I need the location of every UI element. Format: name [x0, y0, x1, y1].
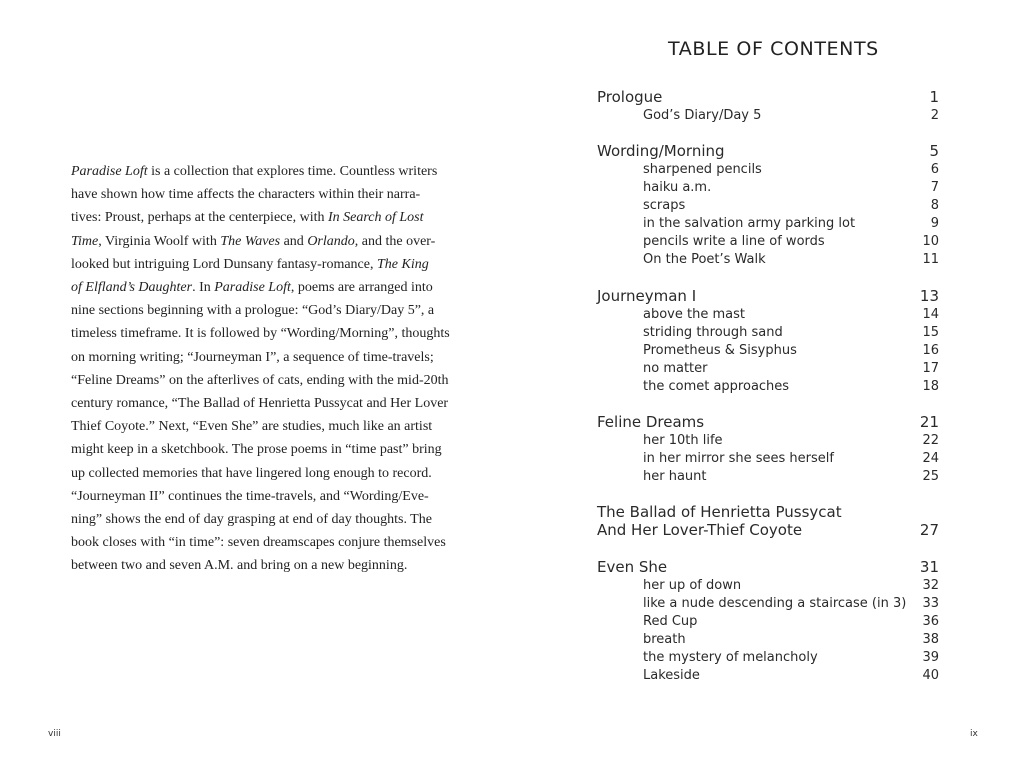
toc-entry — [597, 107, 939, 125]
intro-text: . In — [192, 280, 215, 296]
poem-title: her up of down — [643, 578, 742, 593]
toc-entry — [597, 161, 939, 179]
section-title: Even She — [597, 558, 668, 576]
intro-line — [71, 485, 445, 508]
intro-text: between two and seven A.M. and bring on a new beginning. — [71, 558, 408, 574]
toc-entry — [597, 215, 939, 233]
intro-line — [71, 183, 445, 206]
poem-page-number: 6 — [930, 162, 939, 177]
intro-text: nine sections beginning with a prologue: “God’s Diary/Day 5”, a — [71, 303, 435, 319]
poem-page-number: 33 — [922, 596, 939, 611]
poem-title: sharpened pencils — [643, 162, 762, 177]
poem-title: the comet approaches — [643, 379, 790, 394]
poem-title: scraps — [643, 198, 686, 213]
section-page-number: 21 — [919, 413, 939, 431]
poem-page-number: 40 — [922, 668, 939, 683]
poem-title: Red Cup — [643, 614, 698, 629]
toc-section-heading — [597, 503, 939, 539]
italic-title-text: Orlando — [307, 233, 355, 249]
poem-title: her 10th life — [643, 433, 723, 448]
italic-title-text: The Waves — [220, 233, 281, 249]
intro-line — [71, 462, 445, 485]
intro-line — [71, 554, 445, 577]
toc-entry — [597, 197, 939, 215]
intro-line — [71, 415, 445, 438]
intro-line — [71, 160, 445, 183]
toc-section-heading — [597, 286, 939, 306]
toc-section — [597, 503, 939, 539]
poem-page-number: 9 — [930, 216, 939, 231]
poem-page-number: 18 — [922, 379, 939, 394]
poem-title: God’s Diary/Day 5 — [643, 108, 762, 123]
toc-entry — [597, 613, 939, 631]
intro-line — [71, 276, 445, 299]
toc-entry — [597, 233, 939, 251]
intro-line — [71, 322, 450, 345]
poem-page-number: 32 — [922, 578, 939, 593]
poem-page-number: 14 — [922, 307, 939, 322]
intro-line — [71, 438, 445, 461]
toc-entry — [597, 360, 939, 378]
intro-text: have shown how time affects the characters within their narra- — [71, 187, 421, 203]
poem-page-number: 25 — [922, 469, 939, 484]
poem-page-number: 8 — [930, 198, 939, 213]
toc-section — [597, 87, 939, 125]
toc-entry — [597, 667, 939, 685]
poem-title: above the mast — [643, 307, 745, 322]
intro-text: ning” shows the end of day grasping at end of day thoughts. The — [71, 512, 432, 528]
intro-line — [71, 230, 445, 253]
intro-text: , poems are arranged into — [290, 280, 433, 296]
italic-title-text: The King — [376, 256, 429, 272]
section-page-number: 1 — [929, 88, 939, 106]
section-page-number: 31 — [919, 558, 939, 576]
toc-section — [597, 286, 939, 396]
toc-entry — [597, 468, 939, 486]
toc-entry — [597, 450, 939, 468]
intro-text: “Feline Dreams” on the afterlives of cats, ending with the mid-20th — [71, 372, 449, 388]
poem-page-number: 10 — [922, 234, 939, 249]
poem-page-number: 39 — [922, 650, 939, 665]
section-page-number: 27 — [919, 521, 939, 539]
toc-section-heading — [597, 557, 939, 577]
intro-line — [71, 253, 445, 276]
intro-text: book closes with “in time”: seven dreamscapes conjure themselves — [71, 535, 446, 551]
toc-section — [597, 557, 939, 685]
poem-title: haiku a.m. — [643, 180, 712, 195]
intro-text: , and the over- — [354, 233, 436, 249]
poem-page-number: 17 — [922, 361, 939, 376]
poem-title: like a nude descending a staircase (in 3) — [643, 596, 907, 611]
section-title: Prologue — [597, 88, 663, 106]
section-title: Wording/Morning — [597, 142, 725, 160]
toc-entry — [597, 251, 939, 269]
intro-text: and — [280, 233, 308, 249]
intro-line — [71, 531, 445, 554]
intro-line — [71, 392, 449, 415]
intro-text: up collected memories that have lingered long enough to record. — [71, 465, 432, 481]
poem-page-number: 15 — [922, 325, 939, 340]
italic-title-text: Time — [71, 233, 99, 249]
intro-text: tives: Proust, perhaps at the centerpiece, with — [71, 210, 328, 226]
intro-line — [71, 508, 445, 531]
toc-section-heading — [597, 412, 939, 432]
introduction-paragraph — [71, 160, 450, 578]
toc-entry — [597, 324, 939, 342]
intro-text: looked but intriguing Lord Dunsany fantasy-romance, — [71, 256, 377, 272]
section-page-number: 5 — [929, 142, 939, 160]
poem-title: her haunt — [643, 469, 707, 484]
intro-text: century romance, “The Ballad of Henrietta Pussycat and Her Lover — [71, 396, 449, 412]
intro-text: “Journeyman II” continues the time-travels, and “Wording/Eve- — [71, 488, 429, 504]
poem-title: breath — [643, 632, 686, 647]
italic-title-text: of Elfland’s Daughter — [71, 280, 193, 296]
toc-entry — [597, 179, 939, 197]
intro-text: on morning writing; “Journeyman I”, a sequence of time-travels; — [71, 349, 434, 365]
intro-line — [71, 369, 449, 392]
section-title-continued: And Her Lover-Thief Coyote — [597, 521, 803, 539]
poem-title: Lakeside — [643, 668, 700, 683]
page-number-right: ix — [970, 729, 978, 739]
section-title: Feline Dreams — [597, 413, 705, 431]
poem-page-number: 22 — [922, 433, 939, 448]
toc-entry — [597, 649, 939, 667]
poem-page-number: 7 — [930, 180, 939, 195]
toc-section-heading — [597, 141, 939, 161]
intro-text: Thief Coyote.” Next, “Even She” are studies, much like an artist — [71, 419, 433, 435]
toc-entry — [597, 631, 939, 649]
toc-section — [597, 141, 939, 269]
poem-title: Prometheus & Sisyphus — [643, 343, 797, 358]
toc-entry — [597, 432, 939, 450]
toc-entry — [597, 577, 939, 595]
page-number-left: viii — [48, 729, 61, 739]
poem-page-number: 38 — [922, 632, 939, 647]
section-page-number: 13 — [919, 287, 939, 305]
poem-title: pencils write a line of words — [643, 234, 825, 249]
intro-text: , Virginia Woolf with — [98, 233, 221, 249]
poem-page-number: 36 — [922, 614, 939, 629]
poem-page-number: 2 — [930, 108, 939, 123]
section-title: Journeyman I — [597, 287, 697, 305]
intro-text: might keep in a sketchbook. The prose poems in “time past” bring — [71, 442, 442, 458]
poem-page-number: 11 — [922, 252, 939, 267]
section-title: The Ballad of Henrietta Pussycat — [597, 503, 842, 521]
poem-title: striding through sand — [643, 325, 783, 340]
toc-title: TABLE OF CONTENTS — [668, 38, 879, 60]
poem-title: On the Poet’s Walk — [643, 252, 766, 267]
poem-title: no matter — [643, 361, 708, 376]
toc-entry — [597, 378, 939, 396]
toc-entry — [597, 342, 939, 360]
poem-title: in the salvation army parking lot — [643, 216, 856, 231]
intro-text: is a collection that explores time. Countless writers — [147, 164, 438, 179]
italic-title-text: Paradise Loft — [214, 280, 291, 296]
intro-text: timeless timeframe. It is followed by “Wording/Morning”, thoughts — [71, 326, 450, 342]
poem-title: in her mirror she sees herself — [643, 451, 834, 466]
intro-line — [71, 346, 445, 369]
poem-title: the mystery of melancholy — [643, 650, 818, 665]
toc-entry — [597, 595, 939, 613]
poem-page-number: 24 — [922, 451, 939, 466]
toc-entry — [597, 306, 939, 324]
poem-page-number: 16 — [922, 343, 939, 358]
intro-line — [71, 206, 445, 229]
intro-line — [71, 299, 445, 322]
italic-title-text: In Search of Lost — [327, 210, 424, 226]
toc-section — [597, 412, 939, 486]
toc-section-heading — [597, 87, 939, 107]
italic-title-text: Paradise Loft — [71, 164, 148, 179]
